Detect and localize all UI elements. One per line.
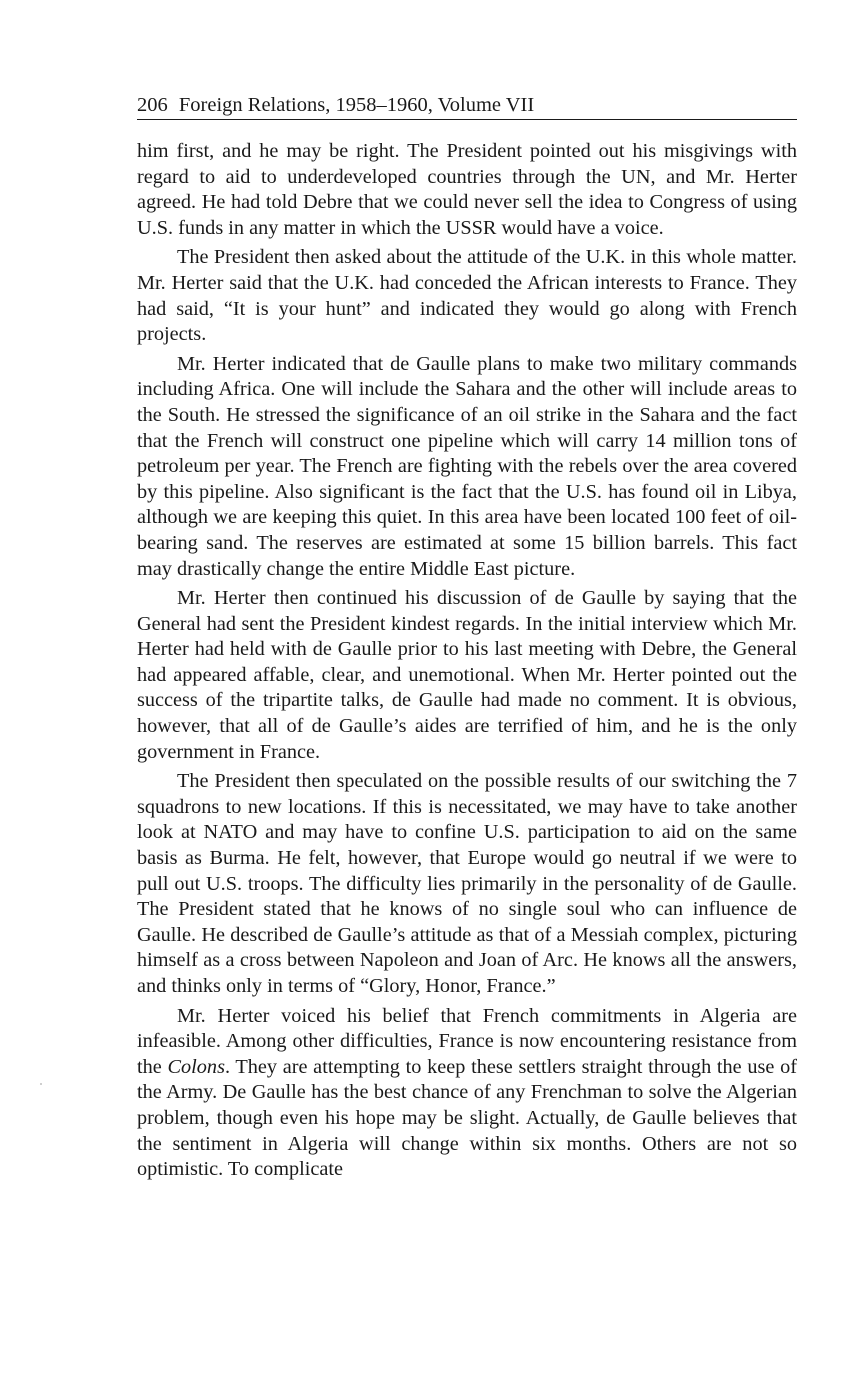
book-title: Foreign Relations, 1958–1960, Volume VII [178,94,535,116]
body-text [137,139,797,1183]
paragraph-3: Mr. Herter indicated that de Gaulle plans to make two military commands including Africa. One will include the Sahara and the other will include areas to the South. He stressed the significance of an oil strike in the Sahara and the fact that the French will construct one pipeline which will carry 14 million tons of petroleum per year. The French are fighting with the rebels over the area covered by this pipeline. Also significant is the fact that the U.S. has found oil in Libya, although we are keeping this quiet. In this area have been located 100 feet of oil-bearing sand. The reserves are estimated at some 15 billion barrels. This fact may drastically change the entire Middle East picture. [137,352,797,580]
paragraph-6 [137,1004,797,1183]
paragraph-2: The President then asked about the attitude of the U.K. in this whole matter. Mr. Herter said that the U.K. had conceded the African interests to France. They had said, “It is your hunt” and indicated they would go along with French projects. [137,246,797,346]
scan-speck [40,1083,42,1085]
paragraph-6-text-end: . They are attempting to keep these settlers straight through the use of the Army. De Gaulle has the best chance of any Frenchman to solve the Algerian problem, though even his hope may be slight. Actually, de Gaulle believes that the sentiment in Algeria will change within six months. Others are not so optimistic. To complicate [137,1055,797,1181]
paragraph-6-text-start: Mr. Herter voiced his belief that French commitments in Algeria are infeasible. Among other difficulties, France is now encountering resistance from the [137,1004,797,1078]
page-number: 206 [137,94,168,116]
paragraph-1: him first, and he may be right. The President pointed out his misgivings with regard to aid to underdeveloped countries through the UN, and Mr. Herter agreed. He had told Debre that we could never sell the idea to Congress of using U.S. funds in any matter in which the USSR would have a voice. [137,140,797,239]
document-page [137,92,797,1187]
paragraph-4: Mr. Herter then continued his discussion of de Gaulle by saying that the General had sent the President kindest regards. In the initial interview which Mr. Herter had held with de Gaulle prior to his last meeting with Debre, the General had appeared affable, clear, and unemotional. When Mr. Herter pointed out the success of the tripartite talks, de Gaulle had made no comment. It is obvious, however, that all of de Gaulle’s aides are terrified of him, and he is the only government in France. [137,587,797,763]
colons-italic-term: Colons [167,1055,225,1078]
paragraph-5: The President then speculated on the possible results of our switching the 7 squadrons to new locations. If this is necessitated, we may have to take another look at NATO and may have to confine U.S. participation to aid on the same basis as Burma. He felt, however, that Europe would go neutral if we were to pull out U.S. troops. The difficulty lies primarily in the personality of de Gaulle. The President stated that he knows of no single soul who can influence de Gaulle. He described de Gaulle’s attitude as that of a Messiah complex, picturing himself as a cross between Napoleon and Joan of Arc. He knows all the answers, and thinks only in terms of “Glory, Honor, France.” [137,770,797,997]
running-head [137,92,797,120]
